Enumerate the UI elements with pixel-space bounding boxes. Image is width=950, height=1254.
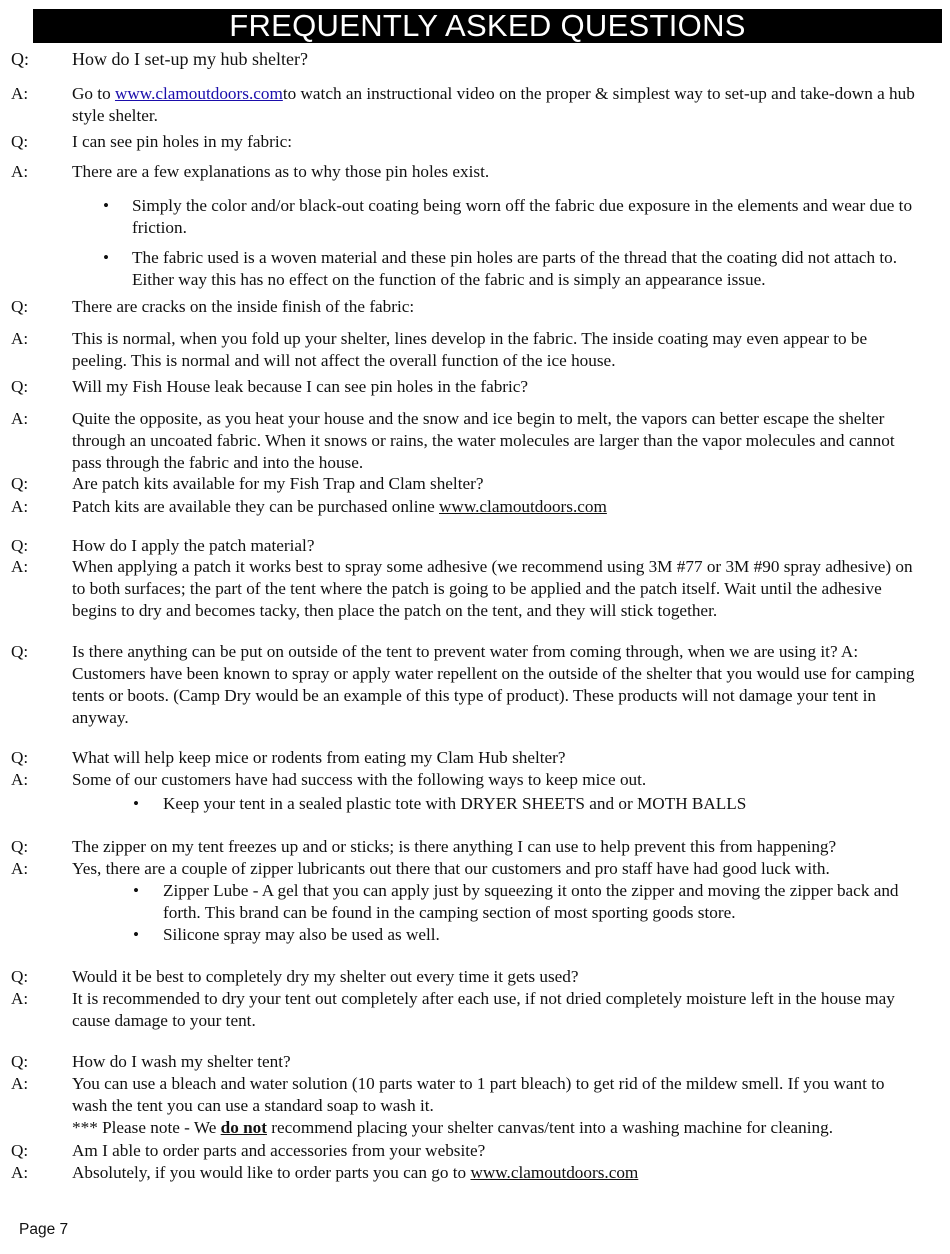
bullet-icon: • (103, 248, 110, 267)
question-text: How do I set-up my hub shelter? (72, 49, 308, 69)
answer-text: It is recommended to dry your tent out completely after each use, if not dried completely moisture left in the house may cause damage to your tent. (72, 989, 895, 1030)
answer-text: Some of our customers have had success with the following ways to keep mice out. (72, 770, 647, 789)
bullet-text: Zipper Lube - A gel that you can apply just by squeezing it onto the zipper and moving the zipper back and forth. This brand can be found in the camping section of most sporting goods store. (163, 881, 899, 922)
clamoutdoors-link[interactable]: www.clamoutdoors.com (439, 497, 607, 516)
a-label: A: (11, 497, 29, 516)
bullet-text: The fabric used is a woven material and these pin holes are parts of the thread that the coating did not attach to. Either way this has no effect on the function of the fabric and is simply an appearance issue. (132, 248, 898, 289)
clamoutdoors-link[interactable]: www.clamoutdoors.com (114, 84, 283, 103)
a-label: A: (11, 770, 29, 789)
q-label: Q: (11, 536, 29, 555)
bullet-icon: • (133, 925, 140, 944)
question-text: The zipper on my tent freezes up and or sticks; is there anything I can use to help prevent this from happening? (72, 837, 837, 856)
question-text: How do I wash my shelter tent? (72, 1052, 291, 1071)
answer-text-pre: Patch kits are available they can be purchased online (72, 497, 435, 516)
question-text: Are patch kits available for my Fish Trap and Clam shelter? (72, 474, 484, 493)
question-text: I can see pin holes in my fabric: (72, 132, 293, 151)
bullet-text: Simply the color and/or black-out coating being worn off the fabric due exposure in the elements and wear due to friction. (132, 196, 913, 237)
question-text: Am I able to order parts and accessories from your website? (72, 1141, 486, 1160)
question-text: How do I apply the patch material? (72, 536, 315, 555)
bullet-text: Keep your tent in a sealed plastic tote with DRYER SHEETS and or MOTH BALLS (163, 794, 747, 813)
a-label: A: (11, 859, 29, 878)
answer-text: You can use a bleach and water solution (10 parts water to 1 part bleach) to get rid of the mildew smell. If you want to wash the tent you can use a standard soap to wash it. (72, 1074, 885, 1115)
a-label: A: (11, 557, 29, 576)
q-label: Q: (11, 132, 29, 151)
q-label: Q: (11, 474, 29, 493)
answer-text-pre: Absolutely, if you would like to order parts you can go to (72, 1163, 467, 1182)
a-label: A: (11, 409, 29, 428)
answer-text (72, 83, 920, 127)
answer-text: Yes, there are a couple of zipper lubricants out there that our customers and pro staff have had good luck with. (72, 859, 830, 878)
answer-text: Quite the opposite, as you heat your house and the snow and ice begin to melt, the vapors can better escape the shelter through an uncoated fabric. When it snows or rains, the water molecules are larger than the vapor molecules and cannot pass through the fabric and into the house. (72, 409, 895, 472)
answer-text (72, 1162, 920, 1184)
question-text: What will help keep mice or rodents from eating my Clam Hub shelter? (72, 748, 566, 767)
question-text: Would it be best to completely dry my shelter out every time it gets used? (72, 967, 579, 986)
q-label: Q: (11, 748, 29, 767)
answer-text-pre: Go to (72, 84, 111, 103)
answer-text: This is normal, when you fold up your shelter, lines develop in the fabric. The inside coating may even appear to be peeling. This is normal and will not affect the overall function of the ice house. (72, 329, 868, 370)
a-label: A: (11, 1074, 29, 1093)
bullet-icon: • (103, 196, 110, 215)
q-label: Q: (11, 1052, 29, 1071)
q-label: Q: (11, 642, 29, 661)
note-text (72, 1117, 920, 1139)
bullet-icon: • (133, 881, 140, 900)
answer-text-post: to watch an instructional video on the proper & simplest way to set-up and take-down a hub style shelter. (72, 84, 915, 125)
question-text: Will my Fish House leak because I can see pin holes in the fabric? (72, 377, 529, 396)
a-label: A: (11, 162, 29, 181)
a-label: A: (11, 84, 29, 103)
a-label: A: (11, 989, 29, 1008)
a-label: A: (11, 1163, 29, 1182)
q-label: Q: (11, 967, 29, 986)
answer-text (72, 496, 920, 518)
faq-title-banner: FREQUENTLY ASKED QUESTIONS (33, 9, 942, 43)
bullet-icon: • (133, 794, 140, 813)
answer-text: When applying a patch it works best to spray some adhesive (we recommend using 3M #77 or 3M #90 spray adhesive) on to both surfaces; the part of the tent where the patch is going to be applied and the patch itself. Wait until the adhesive begins to dry and becomes tacky, then place the patch on the tent, and they will stick together. (72, 557, 913, 620)
note-text-pre: *** Please note - We (72, 1118, 217, 1137)
q-label: Q: (11, 1141, 29, 1160)
q-label: Q: (11, 297, 29, 316)
note-text-post: recommend placing your shelter canvas/tent into a washing machine for cleaning. (271, 1118, 834, 1137)
q-label: Q: (11, 837, 29, 856)
page-number: Page 7 (19, 1221, 69, 1238)
a-label: A: (11, 329, 29, 348)
question-text: There are cracks on the inside finish of the fabric: (72, 297, 415, 316)
question-text: Is there anything can be put on outside of the tent to prevent water from coming through, when we are using it? A: Customers have been known to spray or apply water repellent on the outside of the shelter that you would use for camping tents or boots. (Camp Dry would be an example of this type of product). These products will not damage your tent in anyway. (72, 642, 915, 727)
q-label: Q: (11, 377, 29, 396)
answer-text: There are a few explanations as to why those pin holes exist. (72, 162, 490, 181)
bullet-text: Silicone spray may also be used as well. (163, 925, 440, 944)
note-emphasis: do not (220, 1118, 267, 1137)
clamoutdoors-link[interactable]: www.clamoutdoors.com (470, 1163, 639, 1182)
q-label: Q: (11, 49, 29, 69)
